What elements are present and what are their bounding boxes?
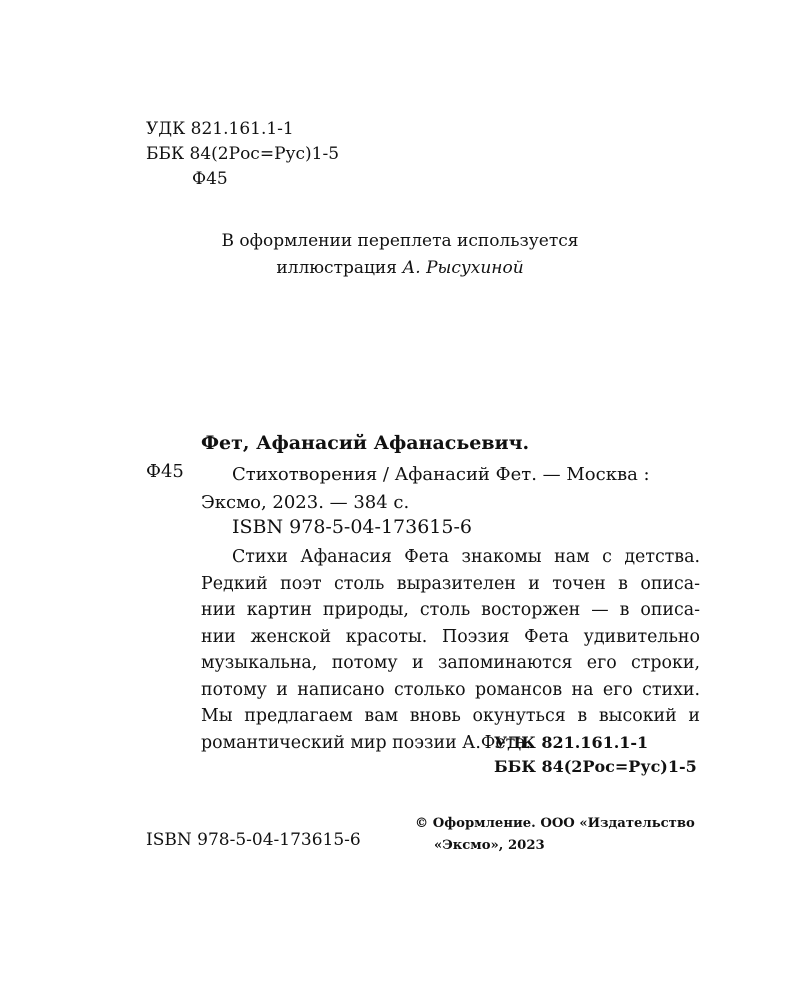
footer-isbn: ISBN 978-5-04-173615-6 [146,830,361,850]
title-line: Стихотворения / Афанасий Фет. — Москва : [232,464,650,485]
annotation-line: нии женской красоты. Поэзия Фета удивительно [201,626,700,647]
top-classification-codes [146,117,339,192]
publisher-line: Эксмо, 2023. — 384 с. [201,492,410,513]
copyright-line1: © Оформление. ООО «Издательство [415,816,695,831]
udk-code: УДК 821.161.1-1 [146,119,294,139]
record-isbn: ISBN 978-5-04-173615-6 [232,516,472,538]
annotation-line: нии картин природы, столь восторжен — в описа- [201,600,700,620]
annotation-line: Мы предлагаем вам вновь окунуться в высокий и [201,706,700,726]
illustration-note [0,228,800,282]
annotation-line: потому и написано столько романсов на его стихи. [201,679,700,700]
author-heading: Фет, Афанасий Афанасьевич. [201,432,530,454]
bottom-udk-code: УДК 821.161.1-1 [494,733,649,752]
copyright-line2: «Эксмо», 2023 [434,838,545,853]
illustrator-name: А. Рысухиной [402,258,524,278]
annotation-line: романтический мир поэзии А.Фета. [201,732,532,753]
annotation-line: Редкий поэт столь выразителен и точен в описа- [201,573,700,594]
author-mark-code: Ф45 [192,169,228,189]
illustration-note-line1: В оформлении переплета используется [221,231,579,251]
bbk-code: ББК 84(2Рос=Рус)1-5 [146,144,340,164]
illustration-prefix: иллюстрация [276,258,403,278]
bottom-classification-codes [494,731,697,779]
annotation [201,544,700,756]
bibliographic-record [201,461,707,517]
annotation-line: Стихи Афанасия Фета знакомы нам с детства. [232,547,700,567]
bottom-bbk-code: ББК 84(2Рос=Рус)1-5 [494,757,697,776]
copyright-notice [415,813,695,857]
annotation-line: музыкальна, потому и запоминаются его строки, [201,653,700,673]
record-author-mark: Ф45 [146,461,184,482]
illustration-note-line2 [0,255,800,282]
